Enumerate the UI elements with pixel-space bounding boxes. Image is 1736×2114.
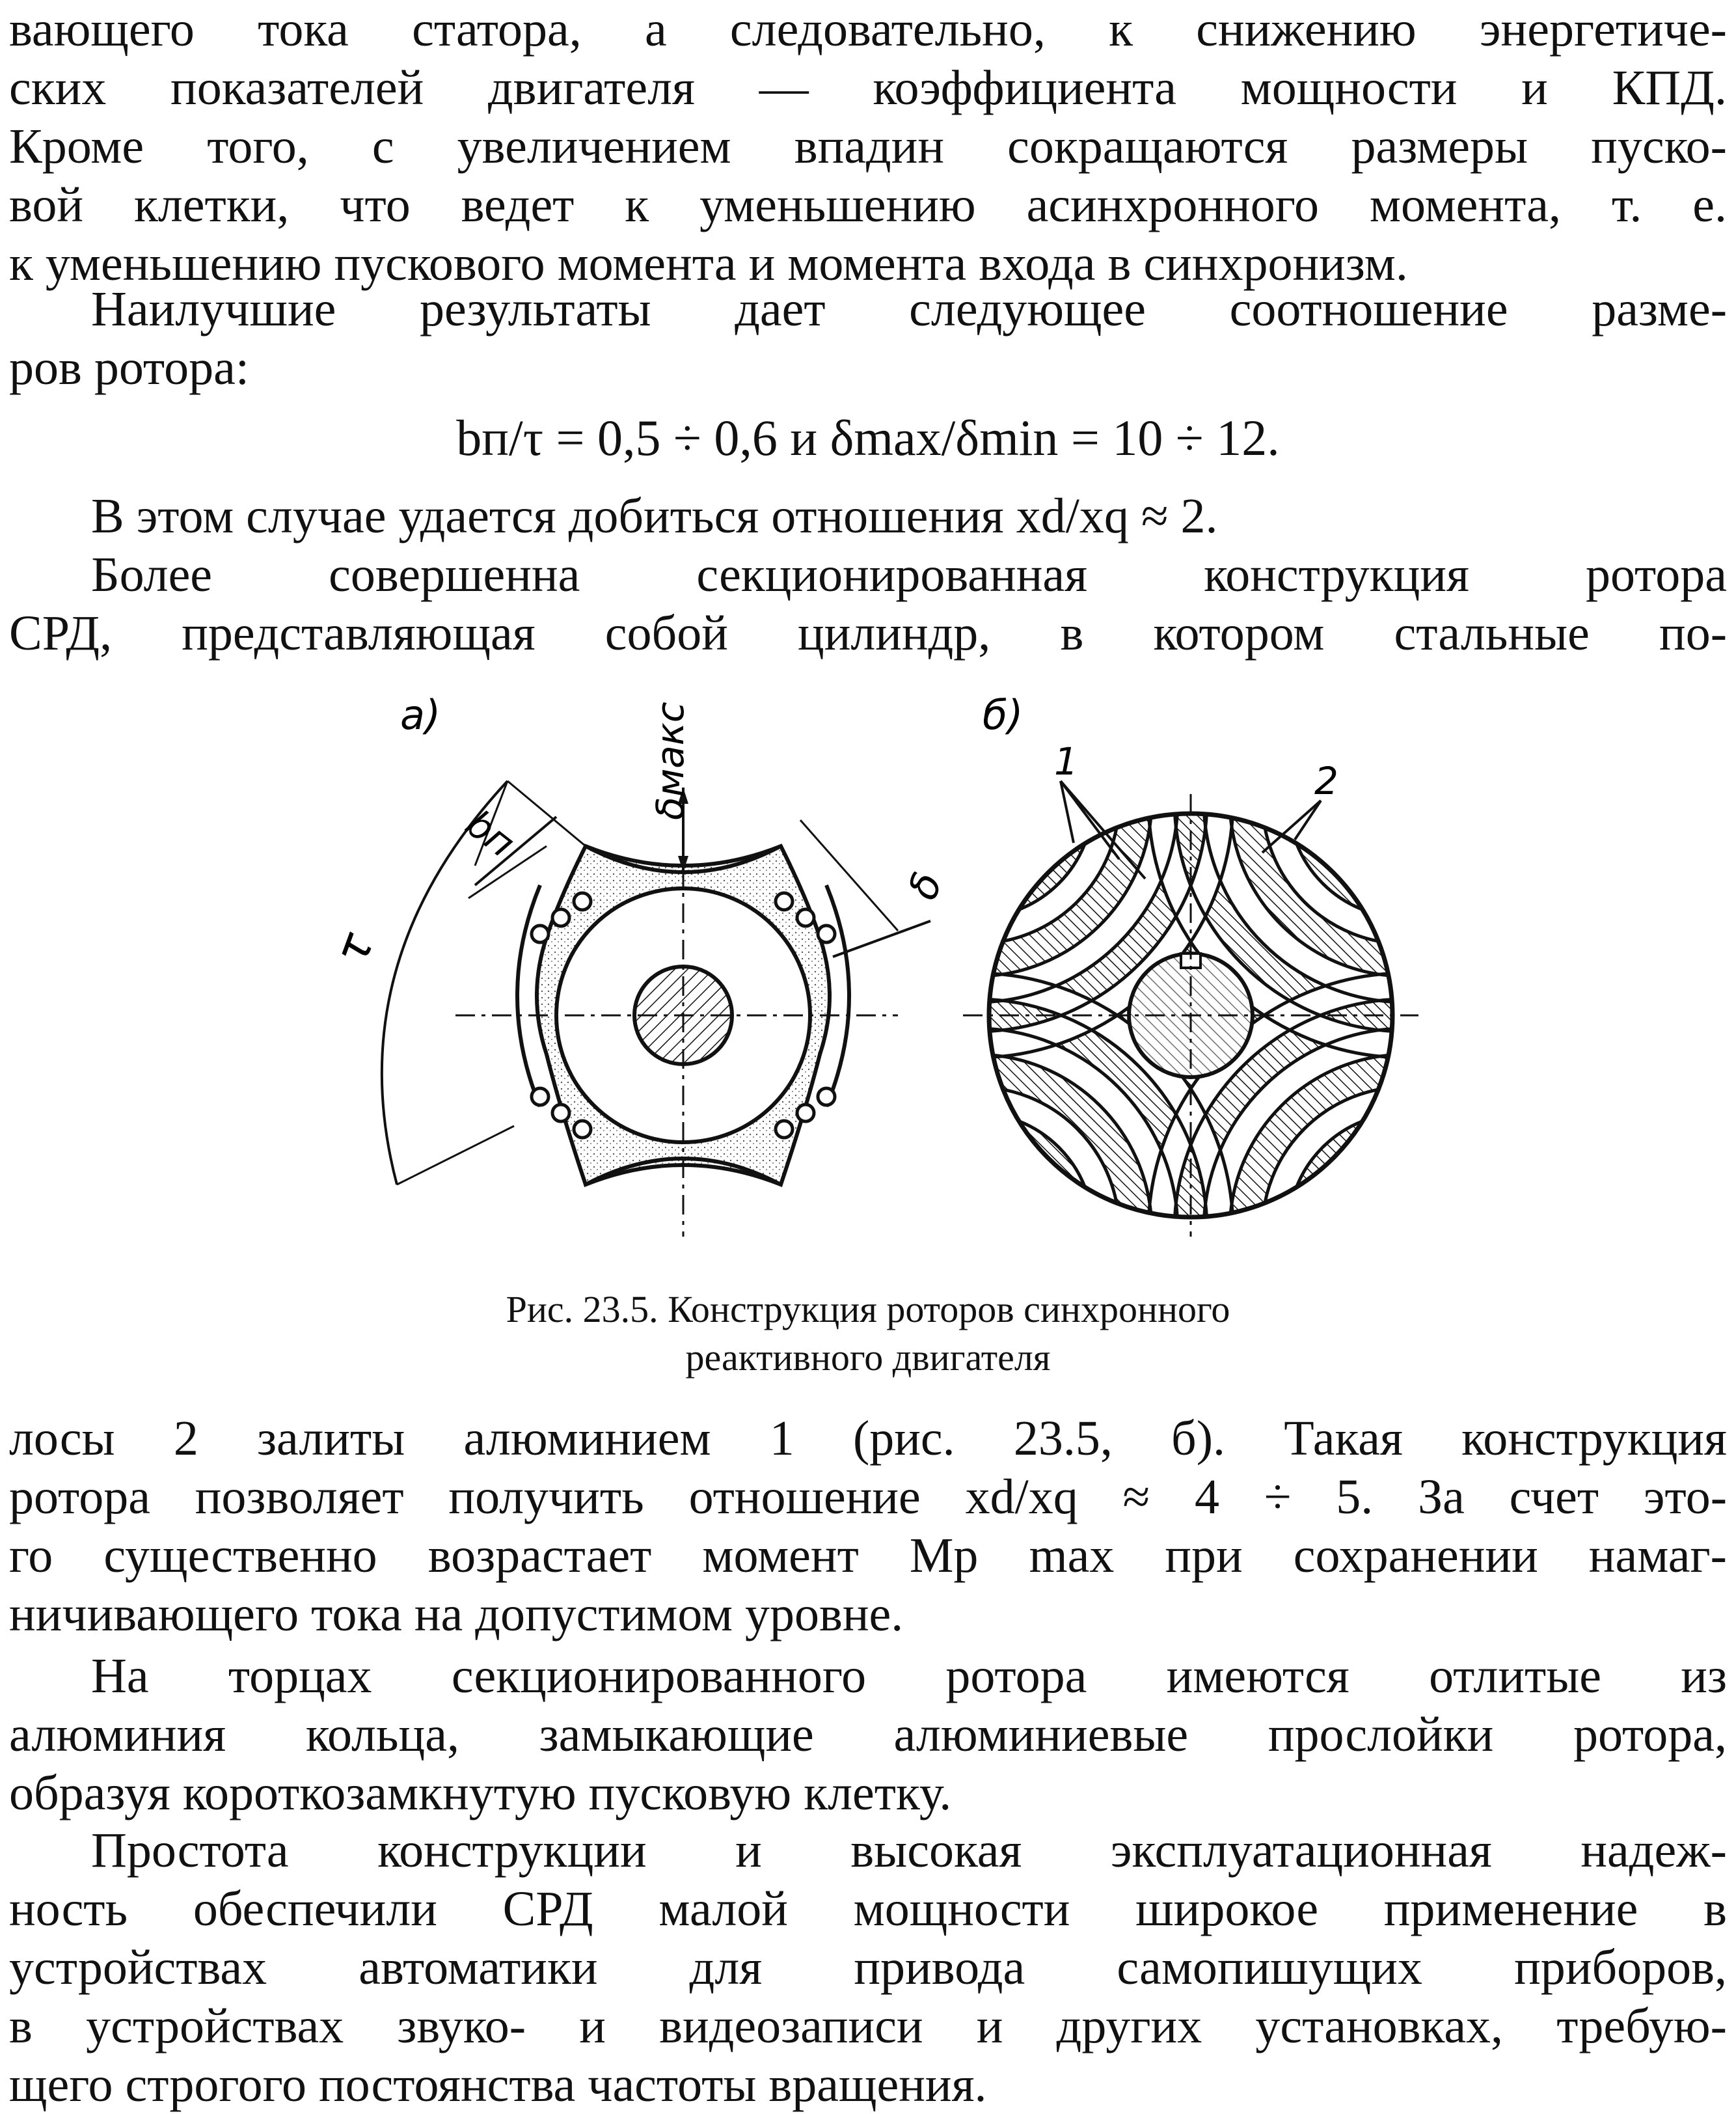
text-line: лосы 2 залиты алюминием 1 (рис. 23.5, б). Такая конструкция: [9, 1411, 1727, 1466]
rotor-a-diagram: [323, 691, 951, 1237]
paragraph-end-rings: [9, 1647, 1727, 1822]
label-tau: τ: [323, 925, 385, 971]
label-bp: bп: [457, 801, 524, 866]
text-line: в устройствах звуко- и видеозаписи и других установках, требую-: [9, 1999, 1727, 2053]
label-delta: δ: [898, 866, 952, 906]
callout-1: 1: [1054, 739, 1078, 784]
paragraph-sectioned-rotor: [9, 545, 1727, 663]
text-line: вающего тока статора, а следовательно, к снижению энергетиче-: [9, 2, 1727, 57]
paragraph-best-results: [9, 280, 1727, 397]
caption-line: реактивного двигателя: [685, 1336, 1051, 1379]
caption-line: Рис. 23.5. Конструкция роторов синхронного: [506, 1288, 1230, 1330]
label-b: б): [983, 691, 1024, 739]
formula-rotor-ratio: bп/τ = 0,5 ÷ 0,6 и δmax/δmin = 10 ÷ 12.: [456, 409, 1280, 466]
label-delta-max: δмакс: [648, 702, 692, 820]
text-line: ских показателей двигателя — коэффициента мощности и КПД.: [9, 61, 1727, 115]
text-line: На торцах секционированного ротора имеются отлитые из: [91, 1649, 1727, 1703]
dim-delta-line: [833, 921, 930, 957]
text-line: ротора позволяет получить отношение xd/xq ≈ 4 ÷ 5. За счет это-: [9, 1470, 1727, 1524]
callout-2: 2: [1314, 759, 1338, 803]
text-line: алюминия кольца, замыкающие алюминиевые прослойки ротора,: [9, 1707, 1727, 1762]
label-a: а): [400, 691, 441, 739]
paragraph-aluminium-strips: [9, 1409, 1727, 1643]
rotor-b-diagram: [719, 690, 1662, 1276]
text-line: Простота конструкции и высокая эксплуатационная надеж-: [91, 1823, 1727, 1878]
text-line: образуя короткозамкнутую пусковую клетку.: [9, 1766, 952, 1820]
text-line: к уменьшению пускового момента и момента входа в синхронизм.: [9, 236, 1408, 291]
text-line: ность обеспечили СРД малой мощности широкое применение в: [9, 1882, 1727, 1936]
text-line: Кроме того, с увеличением впадин сокращаются размеры пуско-: [9, 119, 1727, 174]
text-line: В этом случае удается добиться отношения xd/xq ≈ 2.: [91, 489, 1218, 543]
text-line: вой клетки, что ведет к уменьшению асинхронного момента, т. е.: [9, 178, 1727, 232]
text-line: го существенно возрастает момент Mр max при сохранении намаг-: [9, 1528, 1727, 1583]
paragraph-applications: [9, 1821, 1727, 2114]
text-line: ров ротора:: [9, 340, 249, 395]
figure-caption: [0, 1285, 1736, 1382]
text-line: Наилучшие результаты дает следующее соотношение разме-: [91, 282, 1727, 336]
text-line: устройствах автоматики для привода самопишущих приборов,: [9, 1940, 1727, 1995]
paragraph-ratio: [9, 487, 1727, 545]
text-line: ничивающего тока на допустимом уровне.: [9, 1587, 904, 1641]
text-line: СРД, представляющая собой цилиндр, в котором стальные по-: [9, 606, 1727, 661]
text-line: щего строгого постоянства частоты вращения.: [9, 2057, 987, 2112]
figure-rotor-designs: [0, 690, 1736, 1276]
paragraph-energy-indicators: [9, 0, 1727, 293]
text-line: Более совершенна секционированная конструкция ротора: [91, 547, 1727, 602]
